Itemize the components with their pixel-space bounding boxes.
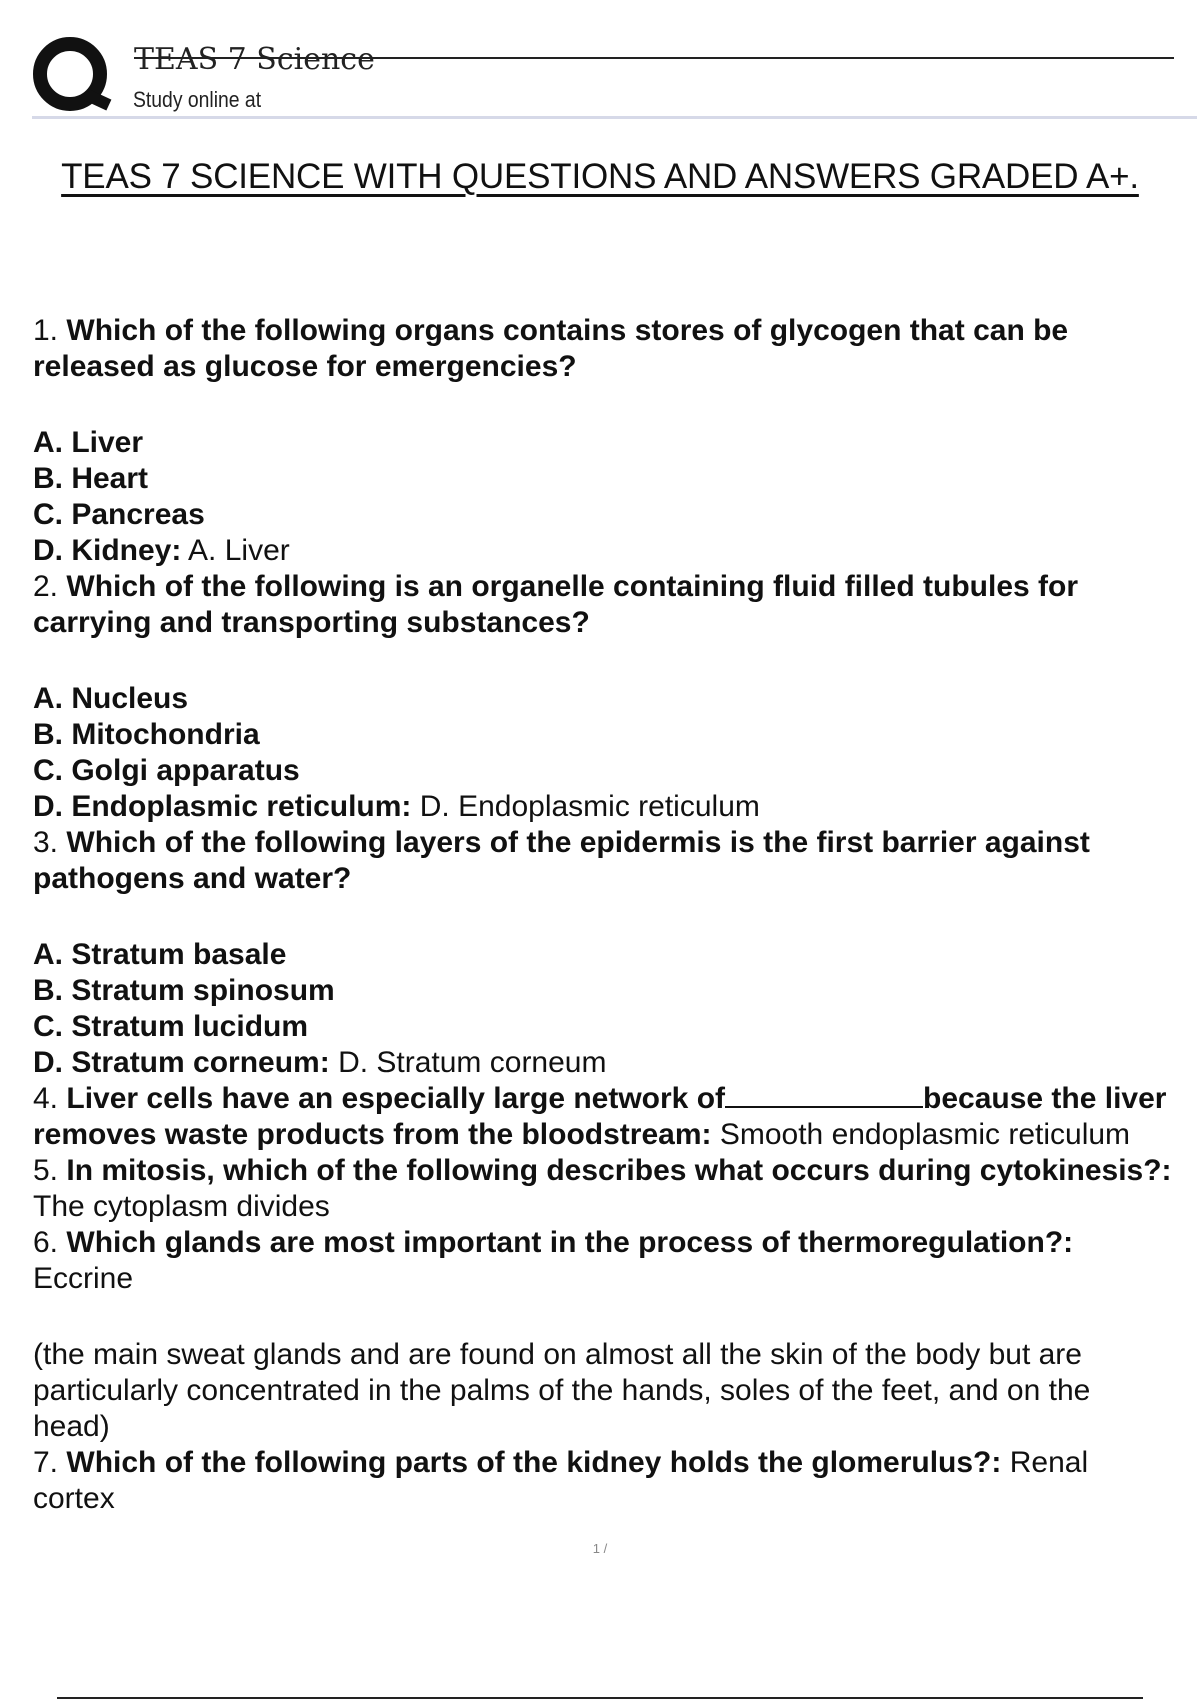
question-text: Which glands are most important in the process of thermoregulation?:: [66, 1226, 1074, 1259]
question-number: 5.: [33, 1154, 59, 1187]
answer-text: Smooth endoplasmic reticulum: [719, 1118, 1131, 1151]
question-1: [33, 313, 1173, 385]
question-number: 1.: [33, 314, 59, 347]
question-6: [33, 1225, 1173, 1297]
header-top-rule: [134, 57, 1174, 59]
page-title: TEAS 7 SCIENCE WITH QUESTIONS AND ANSWERS GRADED A+.: [61, 157, 1139, 196]
question-text-before: Liver cells have an especially large network of: [66, 1082, 726, 1115]
answer-text: Eccrine: [33, 1262, 134, 1295]
answer-text: The cytoplasm divides: [33, 1190, 330, 1223]
option-c: C. Stratum lucidum: [33, 1010, 309, 1043]
header-divider: [32, 116, 1197, 119]
option-c: C. Pancreas: [33, 498, 205, 531]
option-d-with-answer: [33, 533, 1173, 569]
page-header: [32, 30, 1192, 120]
answer-text: D. Endoplasmic reticulum: [419, 790, 760, 823]
quizlet-logo-icon: [32, 36, 114, 118]
question-text: Which of the following is an organelle containing fluid filled tubules for carrying and transporting substances?: [33, 570, 1079, 639]
option-b: B. Stratum spinosum: [33, 974, 335, 1007]
option-b: B. Heart: [33, 462, 149, 495]
option-a: A. Nucleus: [33, 682, 189, 715]
question-text: In mitosis, which of the following describes what occurs during cytokinesis?:: [66, 1154, 1172, 1187]
option-d-with-answer: [33, 789, 1173, 825]
question-number: 7.: [33, 1446, 59, 1479]
question-3: [33, 825, 1173, 897]
question-number: 6.: [33, 1226, 59, 1259]
option-a: A. Liver: [33, 426, 144, 459]
fill-in-blank: [725, 1082, 923, 1108]
answer-note: (the main sweat glands and are found on almost all the skin of the body but are particularly concentrated in the palms of the hands, soles of the feet, and on the head): [33, 1338, 1091, 1443]
page-number: 1 /: [592, 1541, 608, 1556]
question-text: Which of the following organs contains stores of glycogen that can be released as glucose for emergencies?: [33, 314, 1069, 383]
question-text-after: because the liver removes waste products from the bloodstream:: [33, 1082, 1167, 1151]
option-b: B. Mitochondria: [33, 718, 260, 751]
question-5: [33, 1153, 1173, 1225]
question-list: [33, 313, 1173, 1517]
footer-divider: [57, 1697, 1143, 1699]
option-d: D. Stratum corneum:: [33, 1046, 330, 1079]
option-c: C. Golgi apparatus: [33, 754, 300, 787]
option-d-with-answer: [33, 1045, 1173, 1081]
question-2: [33, 569, 1173, 641]
answer-text: Renal cortex: [33, 1446, 1089, 1515]
question-4: [33, 1081, 1173, 1153]
question-number: 2.: [33, 570, 59, 603]
question-number: 3.: [33, 826, 59, 859]
option-d: D. Endoplasmic reticulum:: [33, 790, 412, 823]
answer-text: A. Liver: [188, 534, 290, 567]
question-text: Which of the following layers of the epidermis is the first barrier against pathogens and water?: [33, 826, 1090, 895]
header-subtitle: Study online at: [133, 87, 262, 112]
question-text: Which of the following parts of the kidney holds the glomerulus?:: [66, 1446, 1002, 1479]
option-d: D. Kidney:: [33, 534, 182, 567]
answer-text: D. Stratum corneum: [338, 1046, 607, 1079]
option-a: A. Stratum basale: [33, 938, 287, 971]
document-title: TEAS 7 Science: [134, 42, 375, 77]
question-number: 4.: [33, 1082, 59, 1115]
question-7: [33, 1445, 1173, 1517]
